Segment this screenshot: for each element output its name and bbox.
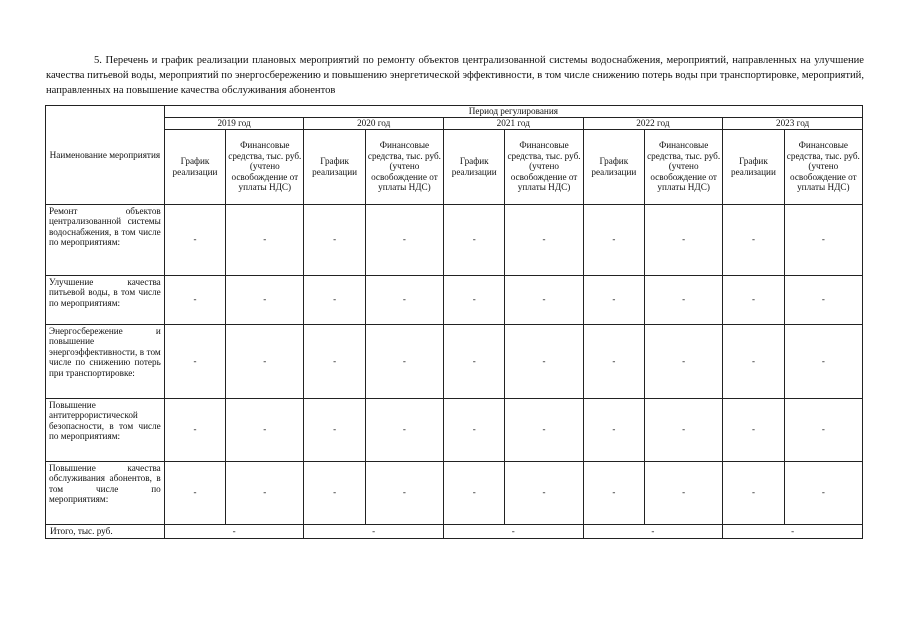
total-cell: - [723,524,863,538]
table-cell: - [304,324,365,398]
table-cell: - [304,275,365,324]
table-cell: - [164,324,225,398]
table-cell: - [505,324,583,398]
table-cell: - [443,204,504,275]
table-cell: - [365,204,443,275]
finance-header: Финансовые средства, тыс. руб. (учтено освобождение от уплаты НДС) [365,129,443,204]
total-label: Итого, тыс. руб. [46,524,165,538]
finance-header: Финансовые средства, тыс. руб. (учтено освобождение от уплаты НДС) [226,129,304,204]
table-cell: - [505,204,583,275]
year-header: 2021 год [443,117,583,129]
table-cell: - [784,324,862,398]
year-header: 2023 год [723,117,863,129]
table-cell: - [583,461,644,524]
table-cell: - [583,324,644,398]
table-row [46,398,863,461]
total-cell: - [304,524,444,538]
schedule-header: График реализации [583,129,644,204]
row-label: Повышение качества обслуживания абонентов, в том числе по мероприятиям: [46,461,165,524]
row-label: Повышение антитеррористической безопасности, в том числе по мероприятиям: [46,398,165,461]
table-cell: - [505,398,583,461]
table-cell: - [164,461,225,524]
table-cell: - [304,204,365,275]
table-cell: - [645,324,723,398]
table-cell: - [723,324,784,398]
measures-table [45,105,863,539]
table-cell: - [226,204,304,275]
table-cell: - [304,398,365,461]
table-cell: - [443,275,504,324]
table-cell: - [784,461,862,524]
table-cell: - [645,204,723,275]
table-cell: - [784,398,862,461]
table-cell: - [226,461,304,524]
finance-header: Финансовые средства, тыс. руб. (учтено освобождение от уплаты НДС) [645,129,723,204]
table-cell: - [365,324,443,398]
schedule-header: График реализации [723,129,784,204]
table-cell: - [583,204,644,275]
table-cell: - [226,324,304,398]
table-cell: - [304,461,365,524]
schedule-header: График реализации [443,129,504,204]
table-cell: - [505,275,583,324]
table-cell: - [365,398,443,461]
total-cell: - [443,524,583,538]
table-cell: - [583,275,644,324]
table-cell: - [723,398,784,461]
total-row [46,524,863,538]
table-row [46,204,863,275]
table-cell: - [443,398,504,461]
table-row [46,275,863,324]
table-cell: - [164,398,225,461]
table-cell: - [443,324,504,398]
table-cell: - [723,275,784,324]
finance-header: Финансовые средства, тыс. руб. (учтено освобождение от уплаты НДС) [784,129,862,204]
row-label: Ремонт объектов централизованной системы водоснабжения, в том числе по мероприятиям: [46,204,165,275]
section-heading: 5. Перечень и график реализации плановых мероприятий по ремонту объектов централизованной системы водоснабжения, мероприятий, направленных на улучшение качества питьевой воды, мероприятий по энергосбережению и повышению энергетической эффективности, в том числе снижению потерь воды при транспортировке, мероприятий, направленных на повышение качества обслуживания абонентов [46,54,864,96]
finance-header: Финансовые средства, тыс. руб. (учтено освобождение от уплаты НДС) [505,129,583,204]
table-cell: - [164,204,225,275]
table-row [46,461,863,524]
period-header: Период регулирования [164,106,862,118]
table-cell: - [164,275,225,324]
table-cell: - [505,461,583,524]
total-cell: - [164,524,304,538]
table-cell: - [723,461,784,524]
table-cell: - [226,398,304,461]
year-header: 2019 год [164,117,304,129]
table-cell: - [784,204,862,275]
table-cell: - [583,398,644,461]
table-cell: - [645,275,723,324]
table-cell: - [784,275,862,324]
year-header: 2020 год [304,117,444,129]
total-cell: - [583,524,723,538]
table-cell: - [645,461,723,524]
row-label: Энергосбережение и повышение энергоэффективности, в том числе по снижению потерь при транспортировке: [46,324,165,398]
table-cell: - [365,275,443,324]
name-column-header: Наименование мероприятия [46,106,165,205]
schedule-header: График реализации [304,129,365,204]
table-cell: - [723,204,784,275]
table-cell: - [226,275,304,324]
table-cell: - [645,398,723,461]
year-header: 2022 год [583,117,723,129]
table-cell: - [443,461,504,524]
row-label: Улучшение качества питьевой воды, в том числе по мероприятиям: [46,275,165,324]
table-row [46,324,863,398]
schedule-header: График реализации [164,129,225,204]
table-cell: - [365,461,443,524]
